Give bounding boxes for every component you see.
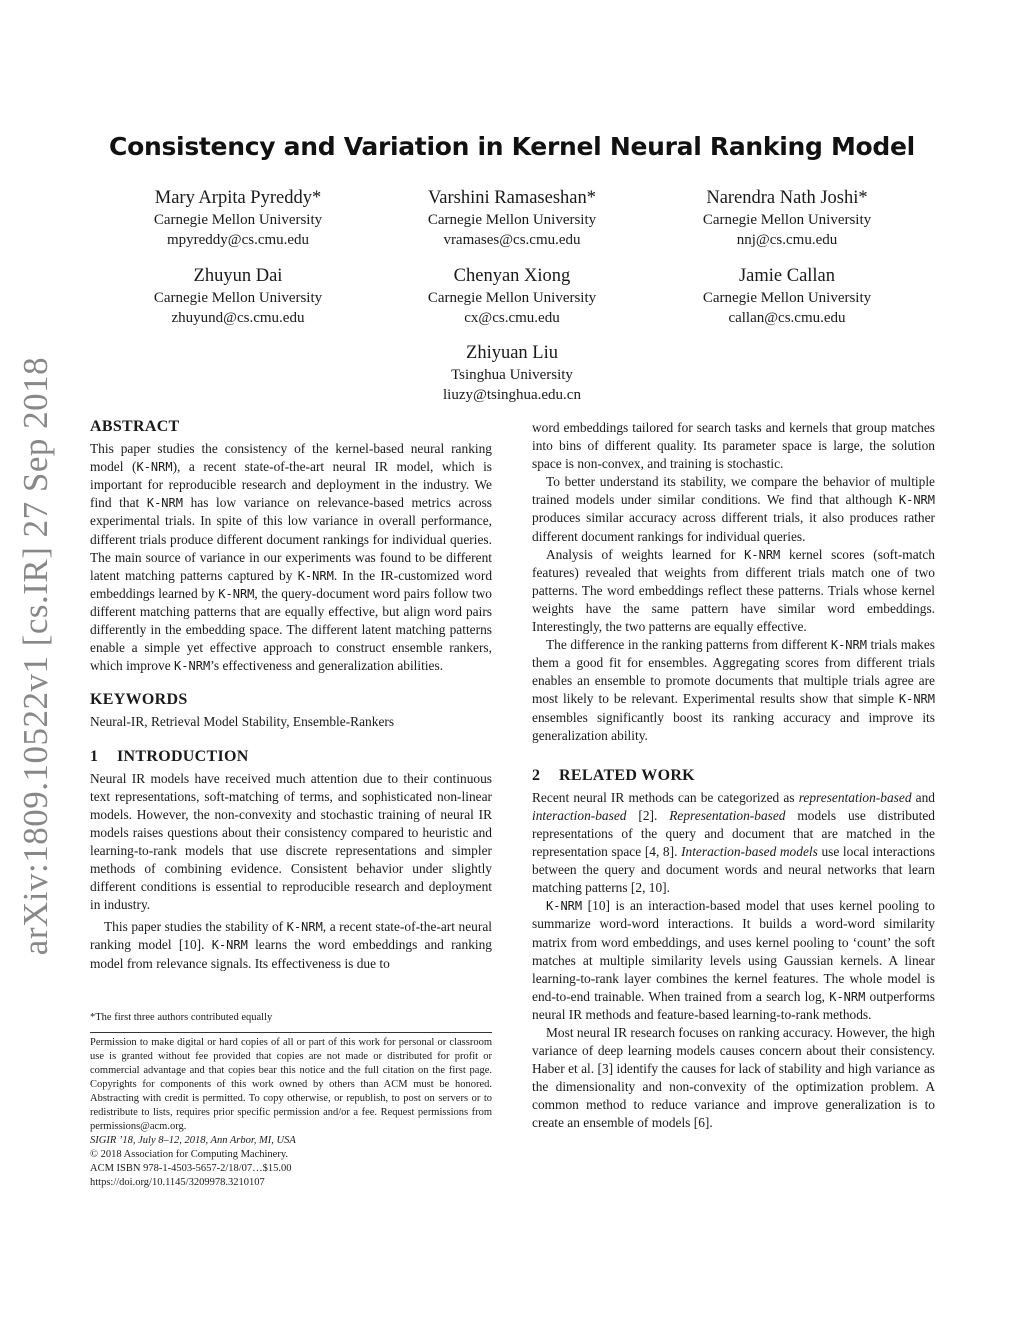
copyright-block bbox=[90, 1036, 492, 1190]
right-column bbox=[532, 419, 935, 1133]
body-paragraph: The difference in the ranking patterns from different K-NRM trials makes them a good fit for ensembles. Aggregating scores from different trials enables an ensemble to promote documents that multiple trials agree are most likely to be relevant. Experimental results show that simple K-NRM ensembles significantly boost its ranking accuracy and improve its generalization ability. bbox=[532, 637, 935, 743]
section-heading-introduction: 1 INTRODUCTION bbox=[90, 747, 249, 765]
author-block bbox=[637, 265, 937, 328]
author-block bbox=[88, 187, 388, 250]
author-email: liuzy@tsinghua.edu.cn bbox=[443, 387, 581, 403]
venue-line: SIGIR ’18, July 8–12, 2018, Ann Arbor, MI, USA bbox=[90, 1135, 296, 1146]
author-name: Mary Arpita Pyreddy* bbox=[154, 188, 322, 208]
body-paragraph: K-NRM [10] is an interaction-based model that uses kernel pooling to summarize word-word interactions. It builds a word-word similarity matrix from word embeddings, and uses kernel pooling to ‘count’ the soft matches at multiple similarity levels using Gaussian kernels. A linear learning-to-rank layer combines the kernel features. The whole model is end-to-end trainable. When trained from a search log, K-NRM outperforms neural IR methods and feature-based learning-to-rank methods. bbox=[532, 898, 935, 1022]
author-block bbox=[362, 265, 662, 328]
body-paragraph: To better understand its stability, we compare the behavior of multiple trained models under similar conditions. We find that although K-NRM produces similar accuracy across different trials, it also produces rather different document rankings for individual queries. bbox=[532, 474, 935, 544]
body-paragraph: word embeddings tailored for search tasks and kernels that group matches into bins of different quality. Its parameter space is large, the solution space is non-convex, and training is stochastic. bbox=[532, 420, 935, 472]
author-name: Zhiyuan Liu bbox=[466, 343, 558, 363]
author-email: callan@cs.cmu.edu bbox=[728, 310, 846, 326]
keywords-text: Neural-IR, Retrieval Model Stability, Ensemble-Rankers bbox=[90, 714, 395, 730]
section-heading-related-work: 2 RELATED WORK bbox=[532, 766, 695, 784]
body-paragraph: Most neural IR research focuses on ranking accuracy. However, the high variance of deep learning models causes concern about their consistency. Haber et al. [3] identify the causes for lack of stability and high variance as the dimensionality and non-convexity of the optimization problem. A common method to reduce variance and improve generalization is to create an ensemble of models [6]. bbox=[532, 1025, 936, 1131]
author-affiliation: Carnegie Mellon University bbox=[427, 290, 597, 306]
author-affiliation: Carnegie Mellon University bbox=[702, 290, 872, 306]
copyright-line: © 2018 Association for Computing Machinery. bbox=[90, 1149, 289, 1160]
isbn-line: ACM ISBN 978-1-4503-5657-2/18/07…$15.00 bbox=[90, 1163, 292, 1174]
intro-paragraph: Neural IR models have received much attention due to their continuous text representations, soft-matching of terms, and sophisticated non-linear models. However, the non-convexity and stochastic training of neural IR models raises questions about their consistency compared to heuristic and learning-to-rank models that use discrete representations and simpler methods of combining evidence. Consistent behavior under slightly different conditions is essential to reproducible research and deployment in industry. bbox=[90, 770, 492, 913]
author-block bbox=[637, 187, 937, 250]
footnote-rule bbox=[90, 1032, 492, 1033]
body-paragraph: Recent neural IR methods can be categorized as representation-based and interaction-based [2]. Representation-based models use distributed representations of the query and document that are matched in the representation space [4, 8]. Interaction-based models use local interactions between the query and document words and neural networks that learn matching patterns [2, 10]. bbox=[532, 789, 936, 896]
arxiv-sidebar bbox=[12, 356, 60, 956]
body-paragraph: Analysis of weights learned for K-NRM kernel scores (soft-match features) revealed that weights from different trials match one of two patterns. The word embeddings reflect these patterns. Trials whose kernel weights have the same pattern have similar word embeddings. Interestingly, the two patterns are equally effective. bbox=[532, 546, 935, 635]
author-name: Varshini Ramaseshan* bbox=[427, 188, 596, 208]
author-name: Jamie Callan bbox=[738, 266, 836, 286]
permission-notice: Permission to make digital or hard copies of all or part of this work for personal or classroom use is granted without fee provided that copies are not made or distributed for profit or commercial advantage and that copies bear this notice and the full citation on the first page. Copyrights for components of this work owned by others than ACM must be honored. Abstracting with credit is permitted. To copy otherwise, or republish, to post on servers or to redistribute to lists, requires prior specific permission and/or a fee. Request permissions from permissions@acm.org. bbox=[90, 1037, 492, 1132]
author-email: zhuyund@cs.cmu.edu bbox=[171, 310, 305, 326]
author-affiliation: Carnegie Mellon University bbox=[153, 290, 323, 306]
doi-link[interactable]: https://doi.org/10.1145/3209978.3210107 bbox=[90, 1177, 265, 1188]
author-affiliation: Tsinghua University bbox=[451, 367, 573, 383]
author-block bbox=[362, 187, 662, 250]
author-name: Chenyan Xiong bbox=[453, 266, 571, 286]
author-email: cx@cs.cmu.edu bbox=[464, 310, 560, 326]
author-affiliation: Carnegie Mellon University bbox=[427, 212, 597, 228]
left-column bbox=[90, 418, 492, 973]
intro-paragraph: This paper studies the stability of K-NRM, a recent state-of-the-art neural ranking model [10]. K-NRM learns the word embeddings and ranking model from relevance signals. Its effectiveness is due to bbox=[90, 919, 493, 971]
author-affiliation: Carnegie Mellon University bbox=[153, 212, 323, 228]
author-name: Zhuyun Dai bbox=[193, 266, 283, 286]
arxiv-identifier: arXiv:1809.10522v1 [cs.IR] 27 Sep 2018 bbox=[16, 356, 55, 956]
author-footnote: *The first three authors contributed equally bbox=[90, 1012, 273, 1023]
author-email: vramases@cs.cmu.edu bbox=[443, 232, 581, 248]
paper-title: Consistency and Variation in Kernel Neural Ranking Model bbox=[109, 132, 915, 161]
author-block bbox=[362, 342, 662, 405]
author-block bbox=[88, 265, 388, 328]
abstract-heading: ABSTRACT bbox=[90, 418, 180, 435]
keywords-heading: KEYWORDS bbox=[90, 691, 188, 709]
author-email: mpyreddy@cs.cmu.edu bbox=[166, 232, 310, 248]
author-affiliation: Carnegie Mellon University bbox=[702, 212, 872, 228]
author-email: nnj@cs.cmu.edu bbox=[736, 232, 838, 248]
abstract-text: This paper studies the consistency of the kernel-based neural ranking model (K-NRM), a recent state-of-the-art neural IR model, which is important for reproducible research and deployment in the industry. We find that K-NRM has low variance on relevance-based metrics across experimental trials. In spite of this low variance in overall performance, different trials produce different document rankings for individual queries. The main source of variance in our experiments was found to be different latent matching patterns captured by K-NRM. In the IR-customized word embeddings learned by K-NRM, the query-document word pairs follow two different matching patterns that are equally effective, but align word pairs differently in the embedding space. The different latent matching patterns enable a simple yet effective approach to construct ensemble rankers, which improve K-NRM’s effectiveness and generalization abilities. bbox=[90, 441, 493, 674]
author-name: Narendra Nath Joshi* bbox=[706, 188, 868, 208]
